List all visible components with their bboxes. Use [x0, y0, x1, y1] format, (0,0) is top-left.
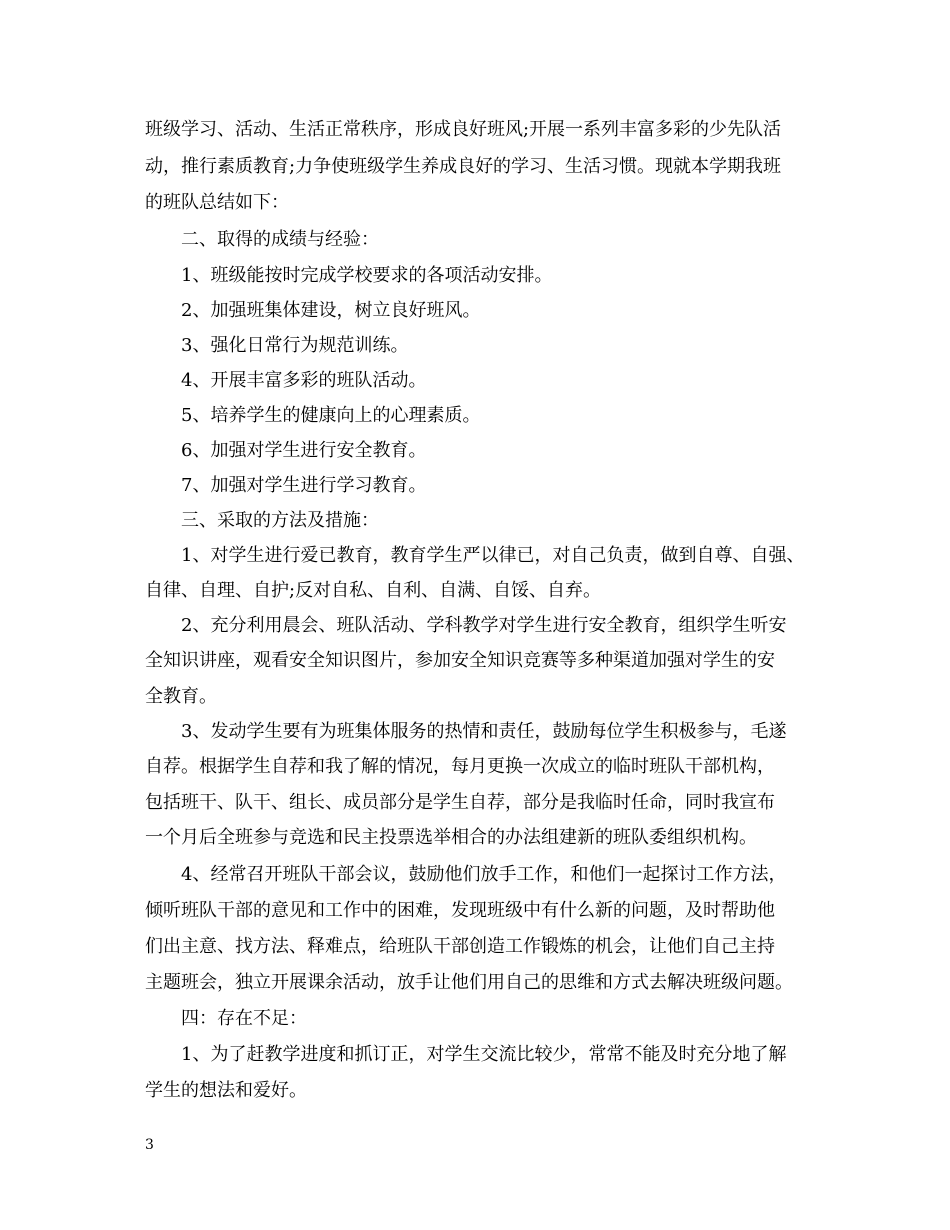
section-heading: 二、取得的成绩与经验： [181, 229, 379, 250]
paragraph-line: 学生的想法和爱好。 [145, 1080, 307, 1101]
paragraph-line: 3、发动学生要有为班集体服务的热情和责任，鼓励每位学生积极参与，毛遂 [181, 721, 787, 742]
paragraph-line: 倾听班队干部的意见和工作中的困难，发现班级中有什么新的问题，及时帮助他 [145, 900, 775, 921]
section-heading: 三、采取的方法及措施： [181, 510, 379, 531]
list-item: 3、强化日常行为规范训练。 [181, 335, 409, 356]
paragraph-line: 自律、自理、自护;反对自私、自利、自满、自馁、自弃。 [145, 580, 602, 601]
paragraph-line: 4、经常召开班队干部会议，鼓励他们放手工作，和他们一起探讨工作方法， [181, 864, 787, 885]
list-item: 2、加强班集体建设，树立良好班风。 [181, 300, 481, 321]
paragraph-line: 主题班会，独立开展课余活动，放手让他们用自己的思维和方式去解决班级问题。 [145, 972, 793, 993]
page-number: 3 [145, 1137, 154, 1153]
list-item: 4、开展丰富多彩的班队活动。 [181, 370, 427, 391]
paragraph-line: 们出主意、找方法、释难点，给班队干部创造工作锻炼的机会，让他们自己主持 [145, 936, 775, 957]
list-item: 1、班级能按时完成学校要求的各项活动安排。 [181, 265, 553, 286]
paragraph-line: 自荐。根据学生自荐和我了解的情况，每月更换一次成立的临时班队干部机构， [145, 756, 775, 777]
paragraph-line: 包括班干、队干、组长、成员部分是学生自荐，部分是我临时任命，同时我宣布 [145, 792, 775, 813]
paragraph-line: 全教育。 [145, 686, 217, 707]
paragraph-line: 全知识讲座，观看安全知识图片，参加安全知识竞赛等多种渠道加强对学生的安 [145, 650, 775, 671]
paragraph-line: 1、为了赶教学进度和抓订正，对学生交流比较少，常常不能及时充分地了解 [181, 1044, 787, 1065]
paragraph-line: 一个月后全班参与竞选和民主投票选举相合的办法组建新的班队委组织机构。 [145, 827, 757, 848]
list-item: 5、培养学生的健康向上的心理素质。 [181, 405, 481, 426]
paragraph-line: 2、充分利用晨会、班队活动、学科教学对学生进行安全教育，组织学生听安 [181, 615, 787, 636]
section-heading: 四：存在不足： [181, 1008, 307, 1029]
paragraph-line: 1、对学生进行爱已教育，教育学生严以律已，对自己负责，做到自尊、自强、 [181, 545, 805, 566]
paragraph-line: 动，推行素质教育;力争使班级学生养成良好的学习、生活习惯。现就本学期我班 [145, 156, 782, 177]
list-item: 7、加强对学生进行学习教育。 [181, 475, 427, 496]
list-item: 6、加强对学生进行安全教育。 [181, 440, 427, 461]
paragraph-line: 的班队总结如下： [145, 192, 289, 213]
paragraph-line: 班级学习、活动、生活正常秩序，形成良好班风;开展一系列丰富多彩的少先队活 [145, 119, 782, 140]
